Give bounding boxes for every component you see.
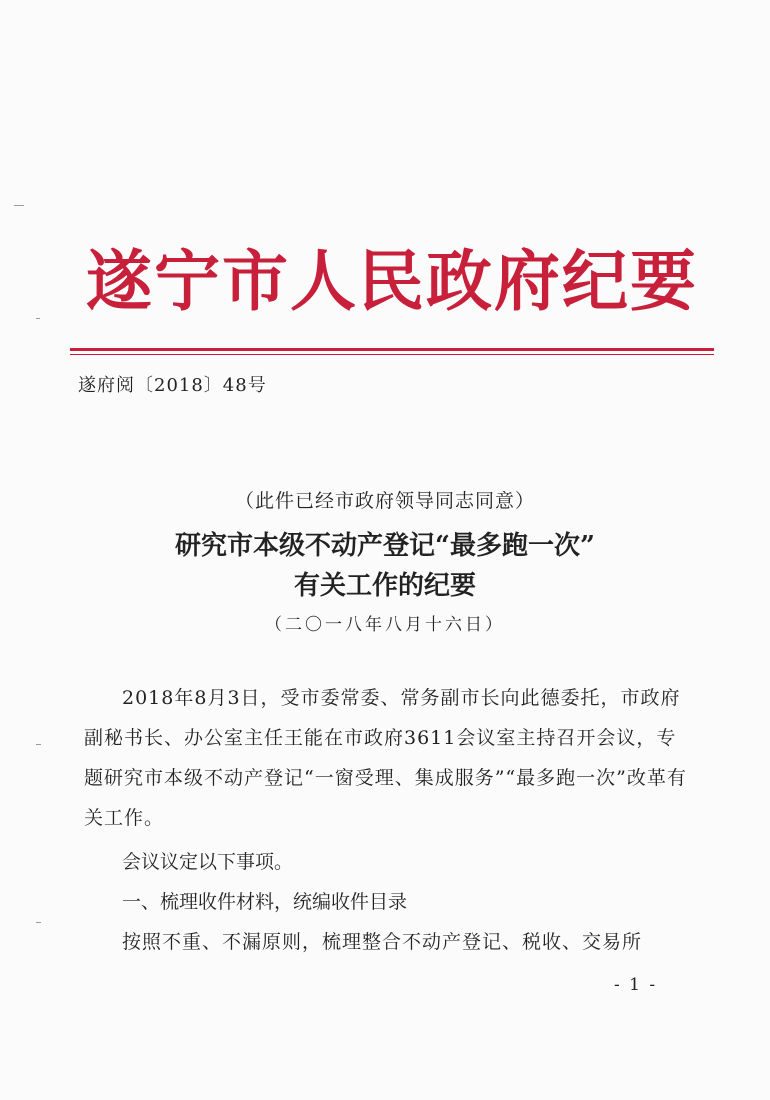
approval-note: （此件已经市政府领导同志同意）: [234, 490, 535, 512]
document-number: 遂府阅〔2018〕48号: [78, 375, 267, 396]
scan-mark: [36, 744, 41, 745]
body-paragraph-1: 2018年8月3日，受市委常委、常务副市长向此德委托，市政府副秘书长、办公室主任王能在市政府3611会议室主持召开会议，专题研究市本级不动产登记“一窗受理、集成服务”“最多跑一次”改革有关工作。: [84, 687, 687, 829]
scan-mark: [36, 318, 40, 319]
main-title-line-2: 有关工作的纪要: [293, 571, 476, 601]
scan-mark: [36, 922, 41, 923]
body-paragraph-3: 按照不重、不漏原则，梳理整合不动产登记、税收、交易所: [122, 931, 643, 953]
header-divider-thick: [70, 348, 714, 351]
section-heading-1: 一、梳理收件材料，统编收件目录: [122, 891, 408, 913]
main-title-line-1: 研究市本级不动产登记“最多跑一次”: [175, 531, 595, 561]
scan-mark: [14, 205, 24, 206]
document-date: （二〇一八年八月十六日）: [265, 615, 505, 635]
body-paragraph-2: 会议议定以下事项。: [122, 851, 294, 873]
page-number: - 1 -: [614, 975, 658, 995]
main-title: [0, 526, 770, 606]
document-header-title: 遂宁市人民政府纪要: [86, 242, 698, 320]
header-divider-thin: [70, 354, 714, 355]
